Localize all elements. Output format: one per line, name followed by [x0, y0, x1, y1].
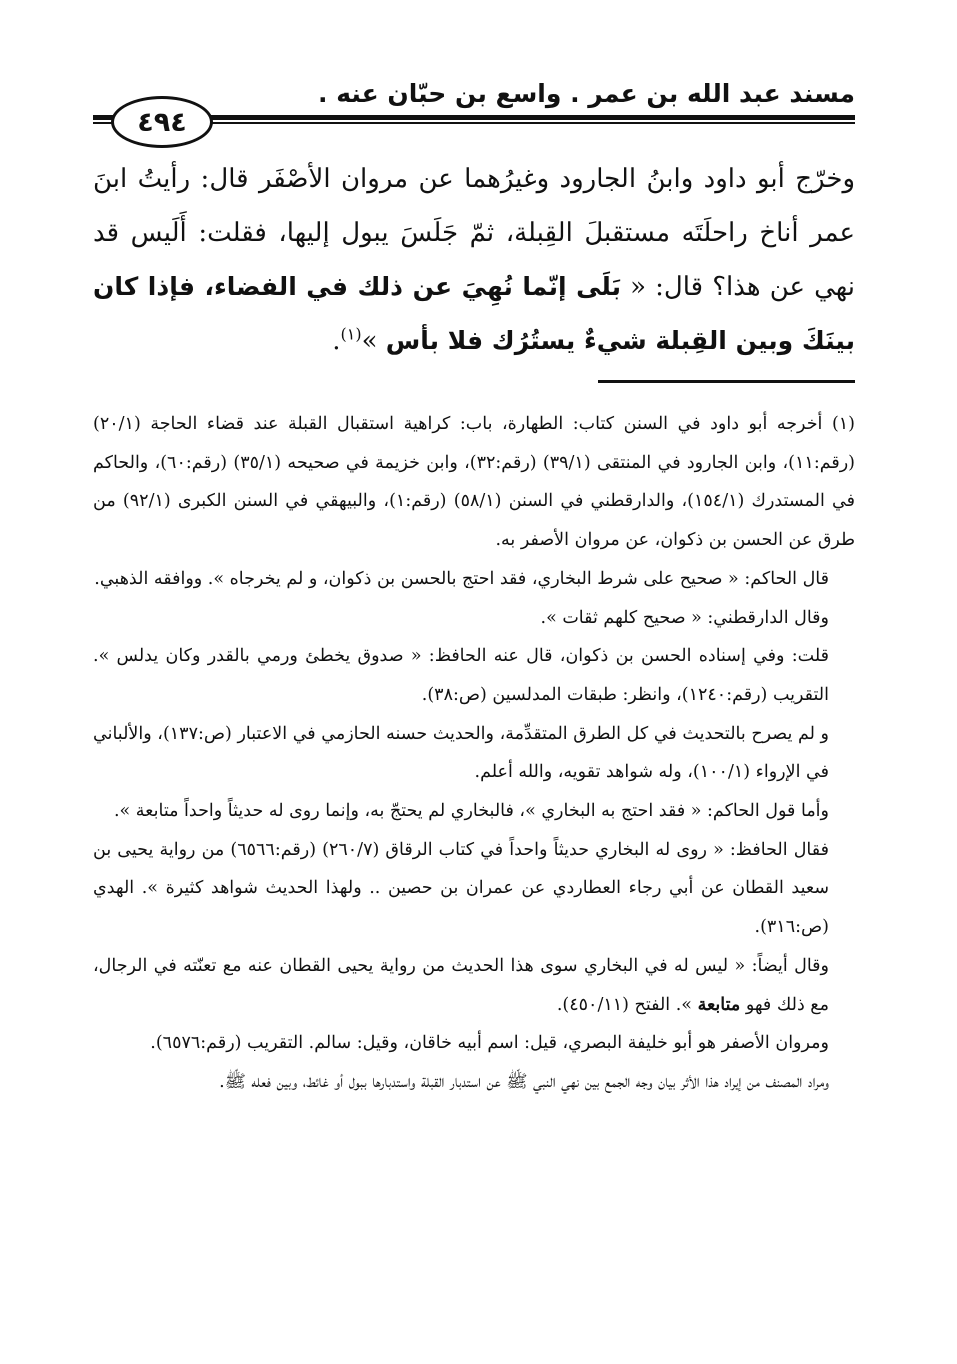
footnote-1: (١) أخرجه أبو داود في السنن كتاب: الطهارة، باب: كراهية استقبال القبلة عند قضاء الحاجة (٢٠/١) (رقم:١١)، وابن الجارود في المنتقى (٣٩/١) (رقم:٣٢)، وابن خزيمة في صحيحه (٣٥/١) (رقم:٦٠)، والحاكم في المستدرك (١٥٤/١)، والدارقطني في السنن (٥٨/١) (رقم:١)، والبيهقي في السنن الكبرى (٩٢/١) من طرق عن الحسن بن ذكوان، عن مروان الأصفر به.: [93, 414, 856, 551]
footnote-paragraph: و لم يصرح بالتحديث في كل الطرق المتقدِّمة، والحديث حسنه الحازمي في الاعتبار (ص:١٣٧)، والألباني في الإرواء (١٠٠/١)، وله شواهد تقويه، والله أعلم.: [93, 723, 829, 783]
page-header: [93, 78, 855, 150]
running-title: مسند عبد الله بن عمر . واسع بن حبّان عنه .: [318, 79, 855, 108]
footnote-paragraph: وأما قول الحاكم: « فقد احتج به البخاري »، فالبخاري لم يحتجّ به، وإنما روى له حديثاً واحداً متابعة ».: [113, 801, 829, 822]
footnote-paragraph: ومروان الأصفر هو أبو خليفة البصري، قيل: اسم أبيه خاقان، وقيل: سالم. التقريب (رقم:٦٥٧٦).: [150, 1033, 829, 1054]
footnotes: [93, 405, 855, 1102]
footnote-paragraph: [93, 947, 855, 1024]
footnote-paragraph: وقال الدارقطني: « صحيح كلهم ثقات ».: [540, 607, 829, 628]
footnote-text: ». الفتح (٤٥٠/١١).: [556, 994, 698, 1015]
footnote-paragraph: فقال الحافظ: « روى له البخاري حديثاً واحداً في كتاب الرقاق (٢٦٠/٧) (رقم:٦٥٦٦) من رواية يحيى بن سعيد القطان عن أبي رجاء العطاردي عن عمران بن حصين .. ولهذا الحديث شواهد كثيرة ». الهدي (ص:٣١٦).: [93, 839, 829, 938]
main-text-quote-close: »: [361, 326, 386, 356]
footnote-paragraph: قلت: وفي إسناده الحسن بن ذكوان، قال عنه الحافظ: « صدوق يخطئ ورمي بالقدر وكان يدلس ». التقريب (رقم:١٢٤٠)، وانظر: طبقات المدلسين (ص:٣٨).: [93, 646, 829, 705]
footnote-separator: [598, 380, 855, 383]
footnote-bold-term: متابعة: [697, 994, 741, 1015]
main-text-end: .: [332, 326, 341, 356]
main-text-quote: بَلَى إنّما نُهِيَ عن ذلك في الفضاء، فإذا كان بينَكَ وبين القِبلة شيءٌ يستُرُك فلا بأس: [93, 272, 855, 355]
page-number: ٤٩٤: [111, 96, 213, 148]
footnote-ref: (١): [340, 324, 362, 344]
main-text-intro: وخرّج أبو داود وابنُ الجارود وغيرُهما عن مروان الأصْفَر قال: رأيتُ ابنَ عمر أناخ راحلَتَه مستقبلَ القِبلة، ثمّ جَلَسَ يبول إليها، فقلت: أَلَيس قد نهي عن هذا؟ قال: «: [93, 164, 855, 302]
footnote-paragraph: ومراد المصنف من إيراد هذا الأثر بيان وجه الجمع بين نهي النبي ﷺ عن استدبار القبلة واستدبارها ببول أو غائط، وبين فعله ﷺ.: [219, 1071, 829, 1092]
footnote-text: وقال أيضاً: « ليس له في البخاري سوى هذا الحديث من رواية يحيى القطان عنه مع تعنّته في الرجال، مع ذلك فهو: [93, 955, 829, 1015]
footnote-paragraph: قال الحاكم: « صحيح على شرط البخاري، فقد احتج بالحسن بن ذكوان، و لم يخرجاه ». ووافقه الذهبي.: [94, 568, 829, 589]
main-text: [93, 152, 855, 368]
